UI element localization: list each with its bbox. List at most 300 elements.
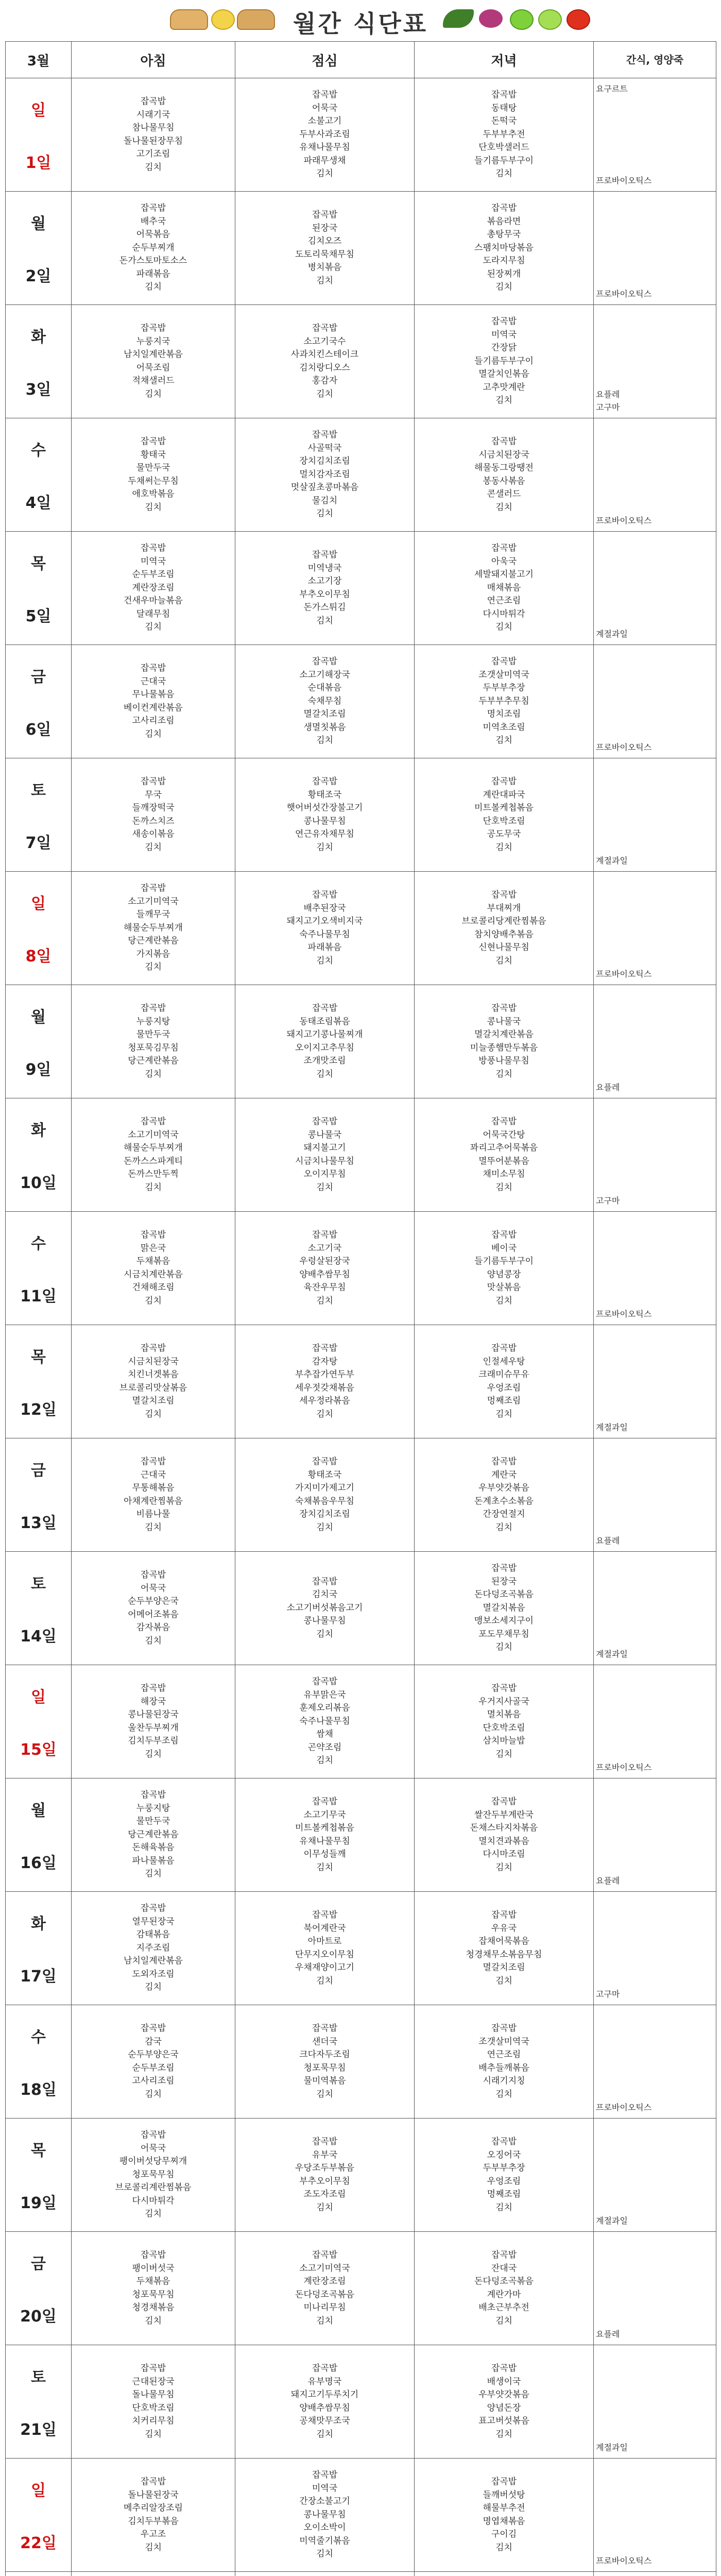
breakfast-cell: [72, 305, 235, 418]
lunch-item: 우채재양이고기: [295, 1962, 354, 1973]
snack-item: [596, 1948, 716, 1962]
snack-item: [596, 1582, 716, 1596]
breakfast-item: 건새우마늘볶음: [124, 596, 183, 606]
snack-item: [596, 148, 716, 161]
lunch-item: 사과치킨스테이크: [290, 349, 359, 360]
lunch-item: 김치: [316, 1295, 333, 1306]
dinner-item: 미역국: [491, 329, 517, 340]
dinner-item: 잡곡밥: [491, 1683, 517, 1693]
snack-item: 프로바이오틱스: [596, 2103, 652, 2112]
day-date: 10일: [20, 1174, 57, 1192]
snack-item: [596, 562, 716, 575]
dinner-item: 김치: [495, 842, 512, 853]
dinner-item: 쌀잔두부계란국: [474, 1809, 534, 1820]
lunch-item: 소고기무국: [303, 1809, 346, 1820]
lunch-item: 계란장조림: [303, 2276, 346, 2286]
lunch-item: 파래볶음: [307, 942, 342, 953]
breakfast-item: 새송이볶음: [132, 829, 175, 839]
snack-item: [596, 588, 716, 602]
breakfast-item: 김치: [145, 1069, 162, 1079]
snack-item: [596, 1922, 716, 1936]
breakfast-item: 팽이버섯당무찌개: [119, 2156, 187, 2167]
lunch-item: 김치랑디오스: [299, 362, 350, 373]
day-row: [6, 1892, 716, 2005]
dinner-item: 볶음라면: [487, 216, 521, 227]
header-date: 3월: [6, 42, 72, 78]
breakfast-cell: [72, 2232, 235, 2345]
snack-item: [596, 1242, 716, 1256]
day-row: [6, 1098, 716, 1212]
dinner-item: 잡곡밥: [491, 90, 517, 100]
snack-item: 요플레: [596, 1082, 620, 1092]
lunch-item: 김치: [316, 615, 333, 626]
dinner-item: 잡곡밥: [491, 656, 517, 667]
table-body: [6, 78, 716, 2576]
day-of-week: 일: [31, 101, 46, 120]
dinner-item: 매채볶음: [487, 582, 521, 593]
breakfast-item: 청포묵김무침: [128, 1042, 179, 1053]
breakfast-cell: [72, 532, 235, 645]
lunch-item: 쌈채: [316, 1729, 333, 1740]
dinner-cell: [415, 532, 594, 645]
day-row: [6, 2232, 716, 2345]
breakfast-cell: [72, 645, 235, 758]
lunch-item: 황태조국: [307, 1469, 342, 1480]
breakfast-item: 당근계란볶음: [128, 1829, 179, 1840]
snack-item: 고구마: [596, 402, 620, 412]
day-date: 1일: [25, 154, 52, 172]
dinner-item: 채미소무침: [483, 1169, 525, 1179]
breakfast-item: 김치: [145, 282, 162, 293]
breakfast-item: 베이컨계란볶음: [124, 702, 183, 713]
snack-item: [596, 2188, 716, 2201]
day-date: 4일: [25, 494, 52, 512]
breakfast-cell: [72, 2572, 235, 2576]
breakfast-cell: [72, 2119, 235, 2232]
breakfast-item: 잡곡밥: [140, 323, 166, 333]
snack-item: [596, 1395, 716, 1408]
breakfast-item: 메추리알장조림: [124, 2503, 183, 2513]
dinner-item: 단호박샐러드: [478, 142, 529, 153]
snack-item: [596, 1783, 716, 1796]
lunch-item: 동태조림볶음: [299, 1016, 350, 1027]
lunch-item: 김치: [316, 1069, 333, 1079]
lunch-item: 미역냉국: [307, 563, 342, 573]
lunch-item: 공채맛무조국: [299, 2416, 350, 2426]
breakfast-item: 잡곡밥: [140, 1903, 166, 1914]
breakfast-item: 잡곡밥: [140, 436, 166, 447]
breakfast-item: 열무된장국: [132, 1916, 175, 1927]
dinner-item: 잔대국: [491, 2263, 517, 2274]
day-row: [6, 1665, 716, 1778]
lunch-item: 연근유자채무침: [295, 829, 354, 839]
dinner-item: 멸갈치계란볶음: [474, 1029, 534, 1040]
breakfast-cell: [72, 1778, 235, 1892]
dinner-item: 꽈리고추어묵볶음: [470, 1143, 538, 1153]
snack-item: [596, 209, 716, 222]
dinner-item: 김치: [495, 2089, 512, 2099]
snack-item: [596, 1295, 716, 1308]
snack-cell: [594, 645, 716, 758]
day-of-week: 수: [31, 1234, 46, 1253]
snack-item: 프로바이오틱스: [596, 1762, 652, 1772]
dinner-item: 잡곡밥: [491, 2137, 517, 2147]
snack-cell: [594, 1438, 716, 1552]
day-of-week: 토: [31, 1574, 46, 1593]
breakfast-item: 두채볶음: [136, 1256, 170, 1266]
day-date: 22일: [20, 2534, 57, 2552]
day-row: [6, 192, 716, 305]
lunch-item: 양배추쌈무침: [299, 1269, 350, 1280]
snack-cell: [594, 985, 716, 1098]
snack-item: 프로바이오틱스: [596, 742, 652, 752]
dinner-item: 동태탕: [491, 103, 517, 113]
snack-item: [596, 1809, 716, 1822]
snack-cell: [594, 1892, 716, 2005]
dinner-item: 잡곡밥: [491, 2477, 517, 2487]
breakfast-cell: [72, 872, 235, 985]
dinner-item: 두부부추장: [483, 2163, 525, 2173]
breakfast-item: 김치: [145, 2315, 162, 2326]
lunch-item: 미나리무침: [303, 2302, 346, 2313]
snack-item: 계절과일: [596, 1649, 628, 1659]
dinner-item: 멍째조림: [487, 1396, 521, 1406]
lunch-item: 이무성들깨: [303, 1849, 346, 1859]
snack-item: [596, 2502, 716, 2515]
snack-item: 요플레: [596, 1876, 620, 1886]
lunch-item: 가지미가제고기: [295, 1483, 354, 1493]
day-of-week: 수: [31, 441, 46, 460]
breakfast-item: 잡곡밥: [140, 543, 166, 554]
dinner-item: 멸치볶음: [487, 1709, 521, 1720]
breakfast-item: 잡곡밥: [140, 2250, 166, 2260]
lunch-cell: [235, 1778, 415, 1892]
lunch-item: 물미역볶음: [303, 2076, 346, 2086]
breakfast-item: 황태국: [140, 449, 166, 460]
lunch-item: 잡곡밥: [312, 656, 338, 667]
day-cell: [6, 872, 72, 985]
dinner-item: 브로콜리당계란찜볶음: [461, 916, 546, 926]
lunch-item: 김치: [316, 1975, 333, 1986]
lunch-cell: [235, 758, 415, 872]
snack-item: [596, 1722, 716, 1735]
snack-item: [596, 2428, 716, 2442]
breakfast-item: 애호박볶음: [132, 489, 175, 499]
breakfast-item: 비름나물: [136, 1509, 170, 1519]
lunch-cell: [235, 645, 415, 758]
lunch-item: 오이소박이: [303, 2522, 346, 2533]
snack-item: [596, 335, 716, 349]
snack-item: [596, 2388, 716, 2402]
lunch-item: 잡곡밥: [312, 210, 338, 220]
snack-item: [596, 2415, 716, 2428]
day-cell: [6, 1212, 72, 1325]
dinner-cell: [415, 2345, 594, 2459]
dinner-item: 공도무국: [487, 829, 521, 839]
lunch-item: 숙채무침: [307, 696, 342, 706]
dinner-item: 총탕무국: [487, 229, 521, 240]
breakfast-item: 가지볶음: [136, 948, 170, 959]
dinner-item: 들깨버섯탕: [483, 2489, 525, 2500]
breakfast-item: 파나물볶음: [132, 1855, 175, 1866]
snack-item: [596, 322, 716, 335]
dinner-cell: [415, 645, 594, 758]
dinner-item: 연근조림: [487, 596, 521, 606]
lunch-item: 우렁살된장국: [299, 1256, 350, 1266]
dinner-item: 잡곡밥: [491, 1563, 517, 1574]
lunch-item: 청포묵무침: [303, 2062, 346, 2073]
lunch-item: 돼지불고기: [303, 1143, 346, 1153]
day-cell: [6, 2345, 72, 2459]
dinner-item: 시래기지칭: [483, 2076, 525, 2086]
dinner-item: 멸갈치인볶음: [478, 369, 529, 380]
dinner-item: 참치양배추볶음: [474, 929, 534, 940]
snack-item: [596, 2075, 716, 2088]
snack-item: [596, 462, 716, 475]
day-row: [6, 2345, 716, 2459]
snack-item: [596, 2301, 716, 2315]
lunch-item: 잡곡밥: [312, 2363, 338, 2374]
dinner-item: 신현나물무침: [478, 942, 529, 953]
lunch-item: 돈다덩조곡볶음: [295, 2289, 354, 2300]
lunch-item: 잡곡밥: [312, 776, 338, 787]
dinner-item: 된장국: [491, 1576, 517, 1587]
lunch-item: 잡곡밥: [312, 2250, 338, 2260]
snack-item: [596, 435, 716, 449]
snack-item: 프로바이오틱스: [596, 176, 652, 185]
dinner-item: 멸뚜어분볶음: [478, 1156, 529, 1166]
dinner-item: 된장찌개: [487, 268, 521, 279]
snack-item: [596, 2175, 716, 2189]
snack-cell: [594, 2119, 716, 2232]
snack-item: [596, 662, 716, 675]
dinner-item: 봉동사볶음: [483, 476, 525, 486]
snack-item: [596, 2463, 716, 2476]
snack-item: [596, 2022, 716, 2036]
lunch-item: 숙주나물무침: [299, 929, 350, 940]
snack-item: [596, 601, 716, 615]
dinner-item: 단호박조림: [483, 816, 525, 826]
day-cell: [6, 2459, 72, 2572]
breakfast-item: 어묵국: [140, 1583, 166, 1594]
dinner-item: 배생이국: [487, 2376, 521, 2387]
dinner-item: 잡곡밥: [491, 1230, 517, 1240]
snack-item: [596, 1909, 716, 1922]
breakfast-item: 들깨장떡국: [132, 803, 175, 813]
lunch-item: 김치: [316, 168, 333, 179]
dinner-item: 잡곡밥: [491, 2250, 517, 2260]
lunch-cell: [235, 2232, 415, 2345]
day-row: [6, 2459, 716, 2572]
dinner-cell: [415, 872, 594, 985]
snack-item: [596, 122, 716, 135]
snack-item: [596, 2136, 716, 2149]
lunch-item: 오이지무침: [303, 1169, 346, 1179]
day-date: 14일: [20, 1627, 57, 1646]
day-row: [6, 985, 716, 1098]
breakfast-item: 물만두국: [136, 463, 170, 473]
breakfast-item: 청포묵무침: [132, 2289, 175, 2300]
dinner-item: 세발돼지불고기: [474, 569, 534, 580]
dinner-item: 미역초조림: [483, 722, 525, 733]
day-of-week: 목: [31, 2141, 46, 2160]
breakfast-item: 해장국: [140, 1696, 166, 1707]
lunch-item: 세우정라볶음: [299, 1396, 350, 1406]
breakfast-cell: [72, 1665, 235, 1778]
snack-item: [596, 1569, 716, 1582]
breakfast-item: 고사리조림: [132, 716, 175, 726]
snack-item: [596, 1508, 716, 1521]
lunch-item: 돼지고기두루치기: [290, 2389, 359, 2400]
snack-item: [596, 2275, 716, 2289]
dinner-item: 돈다덩조곡볶음: [474, 1589, 534, 1600]
snack-item: [596, 1355, 716, 1369]
day-row: [6, 872, 716, 985]
lunch-cell: [235, 872, 415, 985]
snack-item: [596, 1028, 716, 1042]
dinner-cell: [415, 1325, 594, 1438]
lunch-item: 소고기국: [307, 1243, 342, 1253]
day-cell: [6, 418, 72, 532]
lunch-item: 조개맛조림: [303, 1056, 346, 1066]
snack-item: [596, 615, 716, 628]
snack-item: [596, 1042, 716, 1055]
day-cell: [6, 305, 72, 418]
day-of-week: 월: [31, 1008, 46, 1026]
breakfast-item: 순두부조림: [132, 2062, 175, 2073]
snack-item: [596, 1142, 716, 1155]
breakfast-item: 멸갈치조림: [132, 1396, 175, 1406]
lunch-item: 콩나물무침: [303, 1616, 346, 1626]
day-cell: [6, 2572, 72, 2576]
lunch-item: 잡곡밥: [312, 1797, 338, 1807]
breakfast-item: 무나물볶음: [132, 689, 175, 700]
snack-cell: [594, 532, 716, 645]
breakfast-item: 다시마튀각: [132, 2195, 175, 2206]
day-date: 7일: [25, 834, 52, 852]
dinner-item: 들기름두부구이: [474, 355, 534, 366]
bun-icon: [237, 9, 275, 30]
dinner-item: 김치: [495, 1182, 512, 1193]
lunch-cell: [235, 1325, 415, 1438]
lunch-item: 병치볶음: [307, 262, 342, 273]
snack-item: [596, 1635, 716, 1648]
breakfast-item: 잡곡밥: [140, 203, 166, 214]
lunch-item: 김치국: [312, 1589, 338, 1600]
snack-item: [596, 2315, 716, 2328]
dinner-item: 우거지사골국: [478, 1696, 529, 1707]
lunch-item: 부추잡가연두부: [295, 1369, 354, 1380]
dinner-cell: [415, 1892, 594, 2005]
lunch-item: 부추오이무침: [299, 589, 350, 600]
breakfast-cell: [72, 1892, 235, 2005]
snack-item: 프로바이오틱스: [596, 1309, 652, 1319]
lunch-item: 콩나물무침: [303, 816, 346, 826]
dinner-item: 우유국: [491, 1923, 517, 1934]
lunch-item: 김치: [316, 2549, 333, 2560]
dinner-cell: [415, 2572, 594, 2576]
breakfast-item: 감자볶음: [136, 1622, 170, 1633]
snack-item: [596, 1455, 716, 1469]
breakfast-item: 잡곡밥: [140, 1003, 166, 1013]
day-cell: [6, 78, 72, 192]
dinner-item: 김치: [495, 955, 512, 966]
dinner-cell: [415, 418, 594, 532]
snack-item: [596, 1055, 716, 1068]
breakfast-item: 김치: [145, 1295, 162, 1306]
lunch-item: 부추오이무침: [299, 2176, 350, 2187]
lunch-item: 잡곡밥: [312, 2470, 338, 2481]
breakfast-item: 잡곡밥: [140, 1790, 166, 1801]
dinner-cell: [415, 78, 594, 192]
breakfast-item: 물만두국: [136, 1816, 170, 1827]
lunch-item: 김치: [316, 509, 333, 519]
lunch-item: 도토리묵채무침: [295, 249, 354, 260]
snack-item: [596, 1595, 716, 1608]
day-date: 15일: [20, 1740, 57, 1759]
lunch-item: 순대볶음: [307, 683, 342, 693]
lunch-item: 잡곡밥: [312, 1576, 338, 1587]
breakfast-item: 누룽지탕: [136, 1016, 170, 1027]
lunch-item: 미역줄기볶음: [299, 2535, 350, 2546]
dinner-item: 스팸치마당볶음: [474, 242, 534, 253]
lunch-item: 잡곡밥: [312, 890, 338, 900]
dinner-item: 잡채어묵볶음: [478, 1936, 529, 1946]
lunch-item: 미트볼케첩볶음: [295, 1823, 354, 1833]
breakfast-item: 계란장조림: [132, 582, 175, 593]
lunch-cell: [235, 2572, 415, 2576]
snack-item: [596, 1608, 716, 1622]
snack-cell: [594, 2232, 716, 2345]
snack-item: [596, 1861, 716, 1875]
dinner-item: 김치: [495, 1975, 512, 1986]
dinner-cell: [415, 758, 594, 872]
snack-item: [596, 715, 716, 728]
snack-item: [596, 649, 716, 663]
table-header-row: [6, 42, 716, 78]
snack-item: [596, 109, 716, 122]
lunch-item: 멸갈치조림: [303, 709, 346, 720]
snack-item: [596, 1329, 716, 1343]
snack-item: [596, 2476, 716, 2489]
lunch-item: 김치: [316, 1522, 333, 1533]
lunch-item: 멋살짚초콩마볶음: [290, 482, 359, 493]
snack-item: [596, 1935, 716, 1948]
day-date: 5일: [25, 607, 52, 625]
snack-item: [596, 762, 716, 776]
dinner-item: 잡곡밥: [491, 776, 517, 787]
day-of-week: 월: [31, 1801, 46, 1820]
dinner-item: 우엉조림: [487, 1382, 521, 1393]
lunch-item: 김치: [316, 842, 333, 853]
breakfast-item: 돈가스토마토소스: [119, 256, 187, 266]
snack-item: 프로바이오틱스: [596, 516, 652, 526]
lunch-item: 소고기버섯볶음고기: [286, 1602, 363, 1613]
lunch-item: 김치: [316, 955, 333, 966]
dinner-item: 김치: [495, 2315, 512, 2326]
snack-item: [596, 1015, 716, 1029]
snack-item: [596, 2376, 716, 2389]
dinner-cell: [415, 1098, 594, 1212]
day-of-week: 수: [31, 2028, 46, 2046]
breakfast-item: 들깨무국: [136, 909, 170, 920]
breakfast-item: 근대된장국: [132, 2376, 175, 2387]
snack-item: [596, 501, 716, 515]
breakfast-cell: [72, 758, 235, 872]
breakfast-item: 김치: [145, 1635, 162, 1646]
breakfast-item: 고사리조림: [132, 2076, 175, 2086]
dinner-item: 잡곡밥: [491, 316, 517, 327]
